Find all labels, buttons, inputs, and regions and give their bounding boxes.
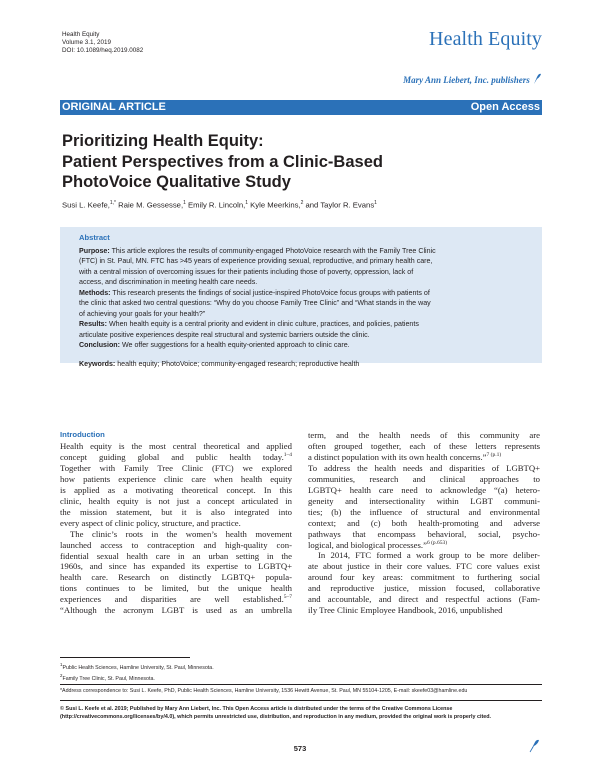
body-text: and reproductive justice, mission focused, collaborative [308, 583, 540, 594]
body-text-line [308, 540, 540, 551]
keywords-text: health equity; PhotoVoice; community-engaged research; reproductive health [115, 359, 360, 368]
citation-ref: 7 (p.1) [486, 452, 502, 459]
body-text-line [60, 485, 292, 496]
publisher-quill-icon [528, 739, 540, 753]
section-heading-introduction: Introduction [60, 430, 105, 439]
body-text-line [60, 583, 292, 594]
body-text-line [60, 540, 292, 551]
abstract-conclusion [79, 340, 535, 351]
purpose-text: (FTC) in St. Paul, MN. FTC has >45 years of experience providing sexual, reproductive, and primary health care, [79, 257, 433, 265]
affiliation-1 [60, 661, 214, 672]
author-list [62, 200, 542, 210]
body-column-left [60, 430, 292, 616]
body-text: “Although the acronym LGBT is used as an umbrella [60, 605, 292, 616]
purpose-text: This article explores the results of community-engaged PhotoVoice research with the Family Tree Clinic [109, 246, 436, 255]
results-label: Results: [79, 320, 107, 328]
body-text-line [308, 529, 540, 540]
title-line: Patient Perspectives from a Clinic-Based [62, 152, 383, 171]
body-text: and accountable, and direct and respectful actions (Fam- [308, 594, 540, 605]
purpose-label: Purpose: [79, 246, 110, 255]
affiliation-text: Family Tree Clinic, St. Paul, Minnesota. [62, 676, 155, 683]
author: Kyle Meerkins, [248, 200, 301, 210]
journal-volume: Volume 3.1, 2019 [62, 39, 112, 47]
citation-ref: 5–7 [283, 594, 292, 601]
journal-meta [62, 31, 143, 56]
body-text-line [308, 594, 540, 605]
body-text-line [60, 474, 292, 485]
methods-text: of achieving your goals for your health?” [79, 309, 206, 318]
body-text-line [308, 463, 540, 474]
title-line: Prioritizing Health Equity: [62, 132, 264, 150]
body-column-right [308, 430, 540, 616]
affiliation-marker: 2 [60, 673, 63, 679]
footnote-divider [60, 657, 190, 658]
conclusion-label: Conclusion: [79, 341, 120, 349]
body-text: In 2014, FTC formed a work group to be more deliber- [318, 550, 540, 561]
author-affiliation: 1 [245, 200, 249, 206]
keywords-label: Keywords: [79, 359, 116, 368]
body-text: LGBTQ+ health care need to acknowledge “(a) hetero- [308, 484, 540, 495]
methods-text: This research presents the findings of social justice-inspired PhotoVoice focus groups with patients of [110, 288, 430, 297]
body-text-line [60, 496, 292, 507]
quill-icon [532, 73, 542, 85]
body-text-line [308, 485, 540, 496]
body-text: ties; (b) the influence of structural and environmental [308, 506, 540, 517]
journal-name-small: Health Equity [62, 31, 100, 38]
body-text-line [308, 430, 540, 441]
footnote-divider [60, 684, 542, 685]
body-text: a distinct population with its own health concerns.” [308, 451, 487, 462]
body-text: is applied as a motivating theoretical concept. In this [60, 484, 292, 495]
body-text: geneity and intersectionality within LGBT communi- [308, 495, 540, 506]
body-text: experiences and disparities are well established. [60, 594, 284, 605]
body-text: around four key areas: commitment to furthering social [308, 572, 540, 583]
body-text-line [308, 605, 540, 616]
body-text: logical, and biological processes.” [308, 539, 427, 550]
body-text-line [308, 496, 540, 507]
abstract-methods [79, 288, 535, 320]
body-text: launched access to contraception and high-quality con- [60, 539, 292, 550]
body-text: context; and (c) both health-promoting and adverse [308, 517, 540, 528]
body-text-line [60, 551, 292, 562]
results-text: articulate positive experiences despite real structural and systemic barriers outside the clinic. [79, 330, 370, 339]
journal-title: Health Equity [429, 28, 542, 50]
body-text-line [60, 572, 292, 583]
body-text-line [308, 452, 540, 463]
body-text-line [308, 518, 540, 529]
body-text-line [308, 583, 540, 594]
correspondence: *Address correspondence to: Susi L. Keefe, PhD, Public Health Sciences, Hamline University, 1536 Hewitt Avenue, St. Paul, MN 55104-1205, E-mail: skeefe03@hamline.edu [60, 688, 468, 694]
author: Susi L. Keefe, [62, 200, 110, 210]
author-affiliation: 1 [374, 200, 377, 206]
license-text: © Susi L. Keefe et al. 2019; Published by Mary Ann Liebert, Inc. This Open Access article is distributed under the terms of the Creative Commons License (http://creativecommons.org/licenses/by/4.0), which permits unrestricted use, distribution, and reproduction in any medium, provided the original work is properly cited. [60, 706, 492, 720]
author-affiliation: 1 [183, 200, 186, 206]
body-text: ate about justice in their core values. FTC core values exist [308, 561, 540, 572]
abstract-results [79, 319, 535, 340]
body-text: term, and the health needs of this community are [308, 430, 540, 440]
results-text: When health equity is a central priority and evident in clinic culture, practices, and policies, patients [107, 320, 419, 328]
body-text: often grouped together, each of these letters represents [308, 440, 540, 451]
body-text-line [60, 594, 292, 605]
title-line: PhotoVoice Qualitative Study [62, 173, 291, 191]
body-text-line [60, 507, 292, 518]
methods-label: Methods: [79, 288, 111, 297]
body-text: how patients experience clinic care when health equity [60, 473, 292, 484]
body-text-line [60, 605, 292, 616]
abstract-heading: Abstract [79, 233, 110, 242]
body-text: Together with Family Tree Clinic (FTC) we explored [60, 462, 292, 473]
body-text-line [308, 572, 540, 583]
body-text: tions continues to be limited, but the unique health [60, 583, 292, 594]
affiliation-marker: 1 [60, 662, 63, 667]
body-text-line [308, 550, 540, 561]
body-text: communities, research and clinical approaches to [308, 473, 540, 484]
affiliation-text: Public Health Sciences, Hamline University, St. Paul, Minnesota. [62, 664, 214, 671]
body-text-line [308, 441, 540, 452]
author: and Taylor R. Evans [303, 200, 375, 210]
body-text: 1960s, and since has expanded its expertise to LGBTQ+ [60, 561, 292, 572]
body-text-line [60, 561, 292, 572]
page-number: 573 [293, 744, 307, 753]
keywords [79, 359, 535, 370]
body-text: The clinic’s roots in the women’s health movement [70, 528, 292, 539]
conclusion-text: We offer suggestions for a health equity-oriented approach to clinic care. [119, 341, 350, 349]
purpose-text: access, and discrimination in meeting health care needs. [79, 278, 258, 286]
body-text: To address the health needs and disparities of LGBTQ+ [308, 462, 540, 473]
abstract-purpose [79, 246, 535, 288]
article-title [62, 131, 482, 193]
purpose-text: with a central mission of overcoming issues for their patients including those of poverty, oppression, lack of [79, 267, 414, 276]
journal-doi: DOI: 10.1089/heq.2019.0082 [62, 47, 144, 55]
body-text: pathways that encompass behavioral, social, psycho- [308, 528, 540, 539]
publisher-logo [398, 73, 542, 85]
citation-ref: 1–4 [283, 452, 292, 459]
body-text: ily Tree Clinic Employee Handbook, 2016, unpublished [308, 605, 503, 616]
body-text-line [308, 507, 540, 518]
body-text: fidential sexual health care in an urban setting in the [60, 550, 292, 561]
author-affiliation: 2 [300, 200, 304, 206]
affiliation-2 [60, 672, 214, 683]
body-text: the mission statement, but it is also integrated into [60, 506, 292, 517]
citation-ref: 6 (p.653) [426, 539, 448, 546]
affiliations [60, 661, 214, 684]
license-divider [60, 700, 542, 701]
body-text-line [60, 441, 292, 452]
body-text-line [60, 452, 292, 463]
body-text: Health equity is the most central theoretical and applied [60, 441, 292, 451]
methods-text: the clinic that asked two central questions: “Why do you choose Family Tree Clinic” and “What stands in the way [79, 299, 431, 307]
body-text-line [308, 561, 540, 572]
author: Emily R. Lincoln, [185, 200, 246, 210]
body-text-line [60, 529, 292, 540]
abstract-box [60, 227, 542, 368]
article-type-banner [60, 100, 542, 115]
body-text: health care. Research on distinctly LGBTQ+ popula- [60, 572, 292, 583]
article-type-label: ORIGINAL ARTICLE [62, 101, 166, 113]
publisher-name: Mary Ann Liebert, Inc. publishers [403, 75, 530, 85]
body-text-line [60, 463, 292, 474]
body-text: concept guiding global and public health today. [60, 451, 284, 462]
body-text-line [308, 474, 540, 485]
body-text-line [60, 518, 292, 529]
author-affiliation: 1,* [109, 200, 116, 206]
open-access-label: Open Access [470, 101, 540, 113]
body-text: every aspect of clinic policy, structure, and practice. [60, 517, 241, 528]
author: Raie M. Gessesse, [116, 200, 184, 210]
body-text: clinic, health equity is not just a concept articulated in [60, 495, 292, 506]
